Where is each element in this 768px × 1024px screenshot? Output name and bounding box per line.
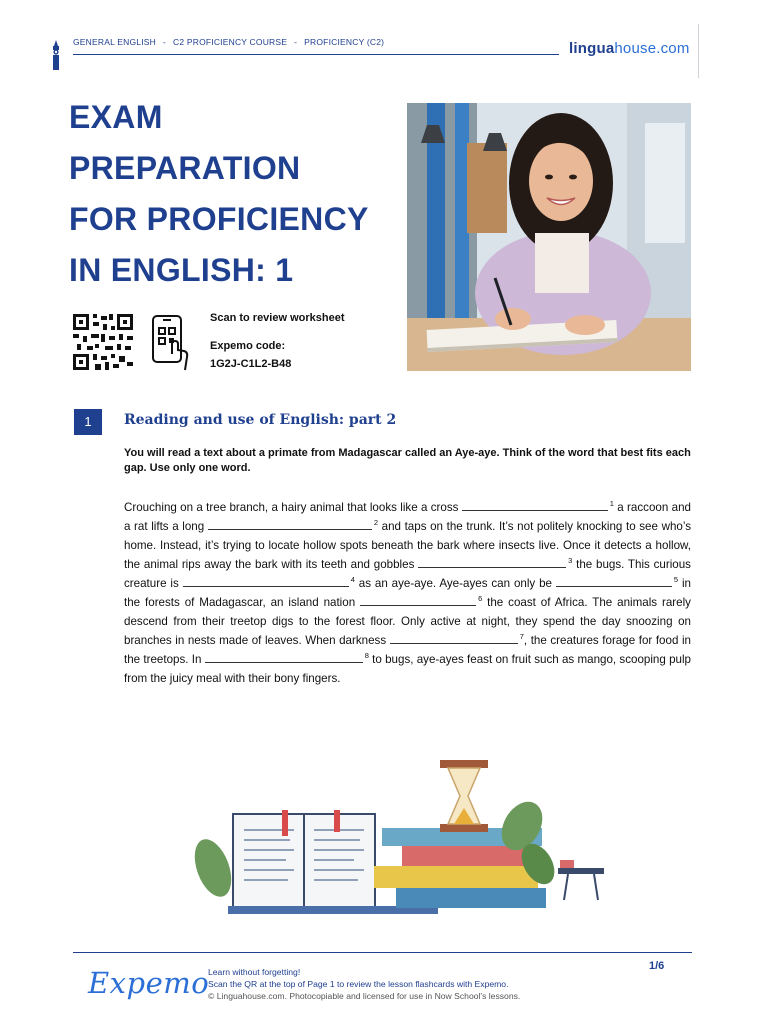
header-vertical-divider [698,24,699,78]
expemo-logo[interactable]: Expemo [88,966,210,1000]
phone-scan-icon [150,314,190,372]
gap-blank[interactable] [360,593,476,606]
breadcrumb-item[interactable]: GENERAL ENGLISH [73,37,156,47]
text-segment: Crouching on a tree branch, a hairy animal that looks like a cross [124,501,459,514]
breadcrumb-item[interactable]: C2 PROFICIENCY COURSE [173,37,288,47]
text-segment: to bugs, aye-ayes feast on fruit such as mango, scooping pulp from the juicy meal with their bony fingers. [124,653,691,685]
footer-line: Learn without forgetting! [208,967,301,977]
gap-number: 7 [519,632,524,642]
big-ben-logo-icon [50,40,62,70]
page-title [69,92,399,296]
gap-blank[interactable] [208,517,372,530]
text-segment: and taps on the trunk. It’s not politely knocking to see who’s home. Instead, it’s trying to locate hollow spots beneath the bark where insects live. Once it detects a hollow, the animal rips away the bark with its teeth and gobbles [124,520,692,571]
gap-blank[interactable] [556,574,672,587]
footer-line: © Linguahouse.com. Photocopiable and licensed for use in Now School's lessons. [208,991,521,1001]
title-line: PREPARATION [69,150,301,186]
gap-blank[interactable] [462,498,608,511]
gap-blank[interactable] [183,574,349,587]
text-segment: the coast of Africa. The animals rarely descend from their treetop digs to the forest floor. Only active at night, they spend the day snoozing on branches in nests made of leaves. When darkness [124,596,691,647]
section-number-badge: 1 [74,409,102,435]
gap-fill-text [124,498,691,688]
title-line: EXAM [69,99,163,135]
gap-number: 5 [673,575,679,585]
gap-number: 2 [373,518,378,528]
gap-number: 8 [364,651,369,661]
text-segment: the bugs. This curious creature is [124,558,691,590]
student-photo [407,103,691,371]
gap-number: 4 [350,575,355,585]
title-line: FOR PROFICIENCY [69,201,369,237]
header-divider [73,54,559,55]
gap-number: 3 [568,556,573,566]
text-segment: in the forests of Madagascar, an island nation [124,577,691,609]
footer-divider [73,952,692,953]
footer-line: Scan the QR at the top of Page 1 to review the lesson flashcards with Expemo. [208,979,509,989]
text-segment: a raccoon and a rat lifts a long [124,501,691,533]
books-hourglass-illustration [178,748,648,924]
qr-code-icon[interactable] [73,314,133,370]
section-title: Reading and use of English: part 2 [124,412,397,428]
footer-text [208,966,520,1002]
breadcrumb: GENERAL ENGLISH - C2 PROFICIENCY COURSE - PROFICIENCY (C2) [73,37,385,47]
gap-blank[interactable] [418,555,566,568]
expemo-code-value: 1G2J-C1L2-B48 [210,358,292,370]
text-segment: , the creatures forage for food in the treetops. In [124,634,691,666]
breadcrumb-item[interactable]: PROFICIENCY (C2) [304,37,385,47]
page-number: 1/6 [649,960,665,972]
expemo-code-label: Expemo code: [210,340,286,352]
gap-blank[interactable] [390,631,518,644]
gap-number: 6 [478,594,483,604]
brand-logo[interactable]: linguahouse.com [569,40,690,57]
gap-number: 1 [609,499,614,509]
gap-blank[interactable] [205,650,363,663]
title-line: IN ENGLISH: 1 [69,252,294,288]
text-segment: as an aye-aye. Aye-ayes can only be [358,577,552,590]
exercise-instructions: You will read a text about a primate from Madagascar called an Aye-aye. Think of the word that best fits each gap. Use only one word. [124,447,691,474]
scan-label: Scan to review worksheet [210,312,345,324]
